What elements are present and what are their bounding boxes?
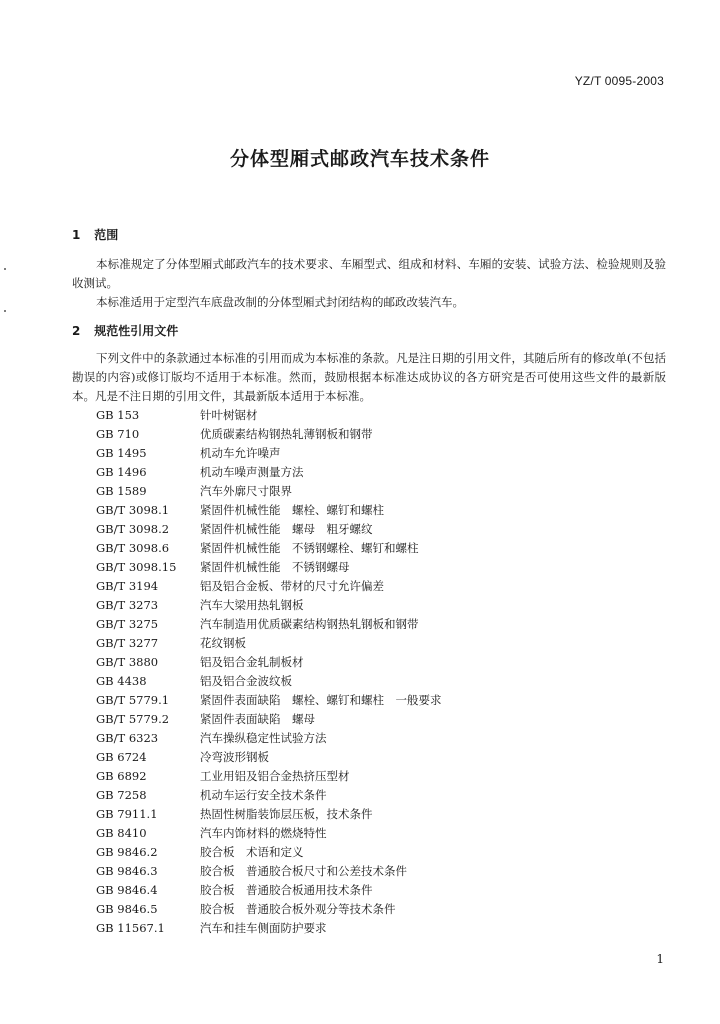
reference-code: GB/T 5779.1 [96,693,170,707]
reference-code: GB 1496 [96,465,147,479]
reference-name: 紧固件表面缺陷 螺母 [200,712,315,726]
reference-code: GB 1589 [96,484,147,498]
section-title: 规范性引用文件 [94,324,179,338]
reference-row [96,729,442,748]
reference-row [96,710,442,729]
reference-name: 花纹钢板 [200,636,246,650]
section-number: 1 [72,228,81,242]
reference-row [96,558,442,577]
reference-row [96,672,442,691]
reference-name: 汽车操纵稳定性试验方法 [200,731,327,745]
scan-mark [4,310,6,312]
section-2-paragraph-1: 下列文件中的条款通过本标准的引用而成为本标准的条款。凡是注日期的引用文件，其随后所有的修改单(不包括勘误的内容)或修订版均不适用于本标准。然而，鼓励根据本标准达成协议的各方研究是否可使用这些文件的最新版本。凡是不注日期的引用文件，其最新版本适用于本标准。 [72,351,666,403]
section-title: 范围 [94,228,119,242]
normative-reference-list [96,406,442,938]
reference-row [96,805,442,824]
reference-name: 汽车和挂车侧面防护要求 [200,921,327,935]
reference-code: GB 11567.1 [96,921,165,935]
reference-row [96,634,442,653]
reference-name: 优质碳素结构钢热轧薄钢板和钢带 [200,427,373,441]
reference-name: 铝及铝合金板、带材的尺寸允许偏差 [200,579,384,593]
reference-row [96,615,442,634]
reference-name: 紧固件表面缺陷 螺栓、螺钉和螺柱 一般要求 [200,693,442,707]
standard-code: YZ/T 0095-2003 [574,74,664,88]
reference-code: GB 153 [96,408,140,422]
reference-row [96,881,442,900]
section-1-heading [72,226,118,243]
reference-row [96,919,442,938]
reference-code: GB/T 3275 [96,617,159,631]
section-2-heading [72,322,178,339]
reference-code: GB 710 [96,427,140,441]
reference-row [96,900,442,919]
reference-code: GB/T 3194 [96,579,159,593]
reference-code: GB/T 3098.15 [96,560,177,574]
reference-row [96,482,442,501]
reference-code: GB/T 3098.6 [96,541,170,555]
reference-row [96,748,442,767]
reference-code: GB 9846.3 [96,864,158,878]
reference-code: GB 9846.5 [96,902,158,916]
reference-code: GB/T 3273 [96,598,159,612]
reference-code: GB/T 6323 [96,731,159,745]
reference-row [96,501,442,520]
reference-code: GB 6892 [96,769,147,783]
reference-name: 汽车外廓尺寸限界 [200,484,292,498]
reference-row [96,691,442,710]
reference-row [96,824,442,843]
reference-name: 胶合板 普通胶合板尺寸和公差技术条件 [200,864,407,878]
reference-name: 紧固件机械性能 螺母 粗牙螺纹 [200,522,373,536]
reference-code: GB 1495 [96,446,147,460]
reference-name: 机动车运行安全技术条件 [200,788,327,802]
reference-row [96,463,442,482]
reference-name: 紧固件机械性能 螺栓、螺钉和螺柱 [200,503,384,517]
reference-code: GB/T 3277 [96,636,159,650]
reference-code: GB 6724 [96,750,147,764]
reference-name: 胶合板 普通胶合板外观分等技术条件 [200,902,396,916]
reference-code: GB 7911.1 [96,807,158,821]
reference-row [96,539,442,558]
reference-row [96,767,442,786]
reference-code: GB/T 3098.2 [96,522,170,536]
page-number: 1 [656,952,664,966]
reference-code: GB 8410 [96,826,147,840]
reference-name: 汽车制造用优质碳素结构钢热轧钢板和钢带 [200,617,419,631]
reference-row [96,577,442,596]
reference-name: 针叶树锯材 [200,408,258,422]
reference-code: GB 4438 [96,674,147,688]
reference-name: 紧固件机械性能 不锈钢螺母 [200,560,350,574]
document-title: 分体型厢式邮政汽车技术条件 [229,148,490,170]
reference-name: 机动车噪声测量方法 [200,465,304,479]
reference-code: GB/T 3880 [96,655,159,669]
reference-code: GB/T 5779.2 [96,712,170,726]
reference-name: 铝及铝合金波纹板 [200,674,292,688]
section-1-paragraph-2: 本标准适用于定型汽车底盘改制的分体型厢式封闭结构的邮政改装汽车。 [96,295,464,309]
reference-row [96,786,442,805]
reference-name: 紧固件机械性能 不锈钢螺栓、螺钉和螺柱 [200,541,419,555]
reference-row [96,843,442,862]
reference-row [96,444,442,463]
reference-name: 工业用铝及铝合金热挤压型材 [200,769,350,783]
reference-name: 热固性树脂装饰层压板，技术条件 [200,807,373,821]
reference-name: 冷弯波形钢板 [200,750,269,764]
section-1-paragraph-1: 本标准规定了分体型厢式邮政汽车的技术要求、车厢型式、组成和材料、车厢的安装、试验方法、检验规则及验收测试。 [72,257,666,290]
reference-name: 胶合板 术语和定义 [200,845,304,859]
scan-mark [4,268,6,270]
section-number: 2 [72,324,81,338]
reference-name: 汽车大梁用热轧钢板 [200,598,304,612]
reference-row [96,653,442,672]
reference-name: 铝及铝合金轧制板材 [200,655,304,669]
reference-code: GB 7258 [96,788,147,802]
reference-code: GB 9846.4 [96,883,158,897]
reference-code: GB/T 3098.1 [96,503,170,517]
reference-code: GB 9846.2 [96,845,158,859]
reference-name: 机动车允许噪声 [200,446,281,460]
reference-row [96,596,442,615]
reference-name: 胶合板 普通胶合板通用技术条件 [200,883,373,897]
reference-name: 汽车内饰材料的燃烧特性 [200,826,327,840]
reference-row [96,520,442,539]
reference-row [96,425,442,444]
reference-row [96,406,442,425]
reference-row [96,862,442,881]
